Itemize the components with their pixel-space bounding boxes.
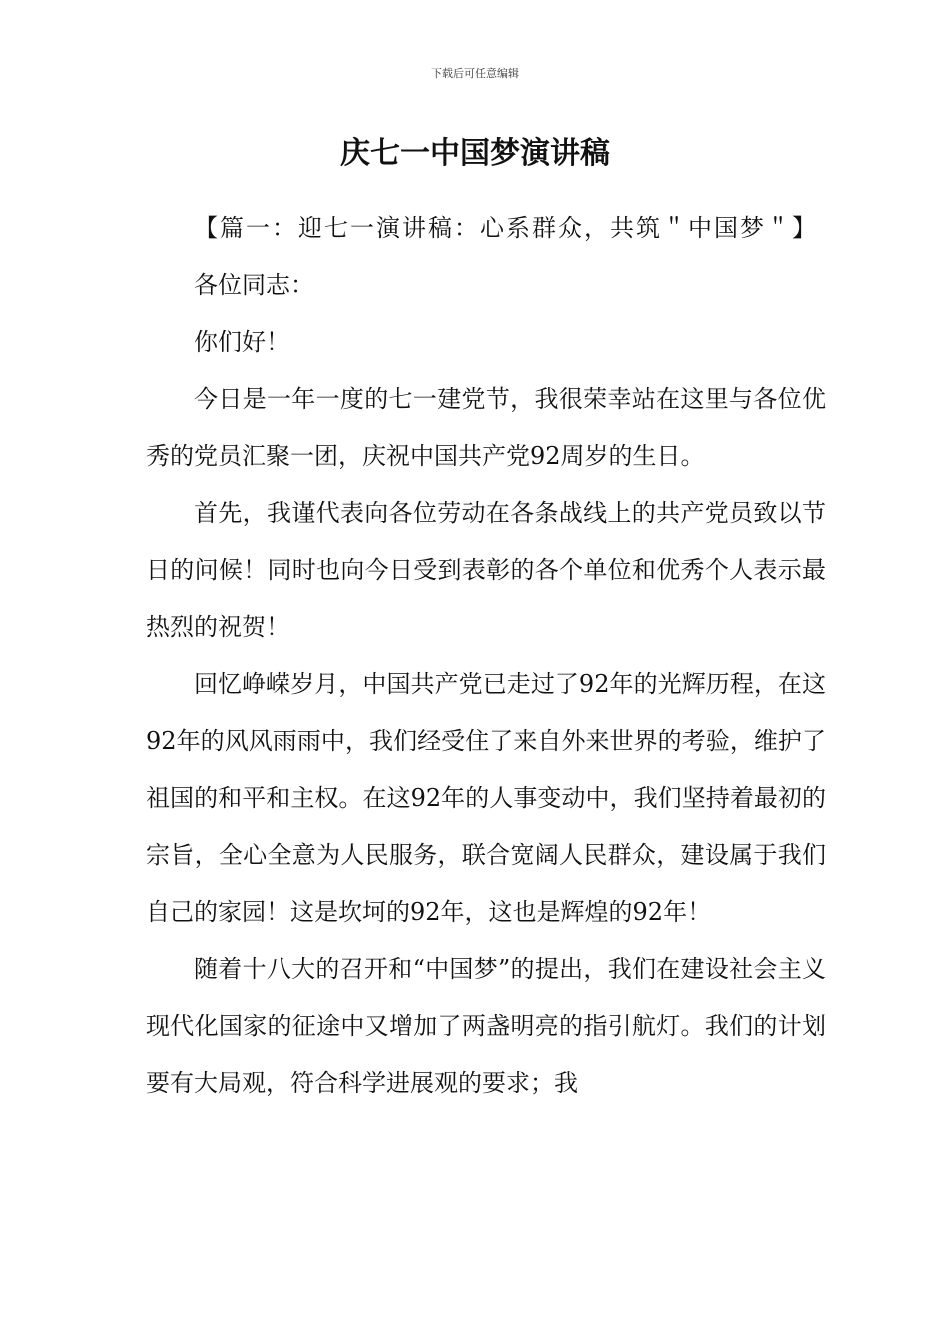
document-title: 庆七一中国梦演讲稿	[340, 136, 610, 171]
paragraph: 随着十八大的召开和“中国梦”的提出，我们在建设社会主义现代化国家的征途中又增加了两盏明亮的指引航灯。我们的计划要有大局观，符合科学进展观的要求；我	[146, 955, 826, 1097]
paragraph: 回忆峥嵘岁月，中国共产党已走过了92年的光辉历程，在这92年的风风雨雨中，我们经受住了来自外来世界的考验，维护了祖国的和平和主权。在这92年的人事变动中，我们坚持着最初的宗旨，全心全意为人民服务，联合宽阔人民群众，建设属于我们自己的家园！这是坎坷的92年，这也是辉煌的92年！	[146, 670, 826, 926]
header-note: 下载后可任意编辑	[431, 67, 519, 80]
paragraph: 今日是一年一度的七一建党节，我很荣幸站在这里与各位优秀的党员汇聚一团，庆祝中国共产党92周岁的生日。	[146, 385, 826, 470]
section-heading: 【篇一：迎七一演讲稿：心系群众，共筑＂中国梦＂】	[194, 214, 818, 242]
document-body	[146, 200, 826, 1112]
paragraph: 首先，我谨代表向各位劳动在各条战线上的共产党员致以节日的问候！同时也向今日受到表彰的各个单位和优秀个人表示最热烈的祝贺！	[146, 499, 826, 641]
paragraph-salutation: 各位同志：	[194, 271, 314, 299]
paragraph-greeting: 你们好！	[194, 328, 290, 356]
